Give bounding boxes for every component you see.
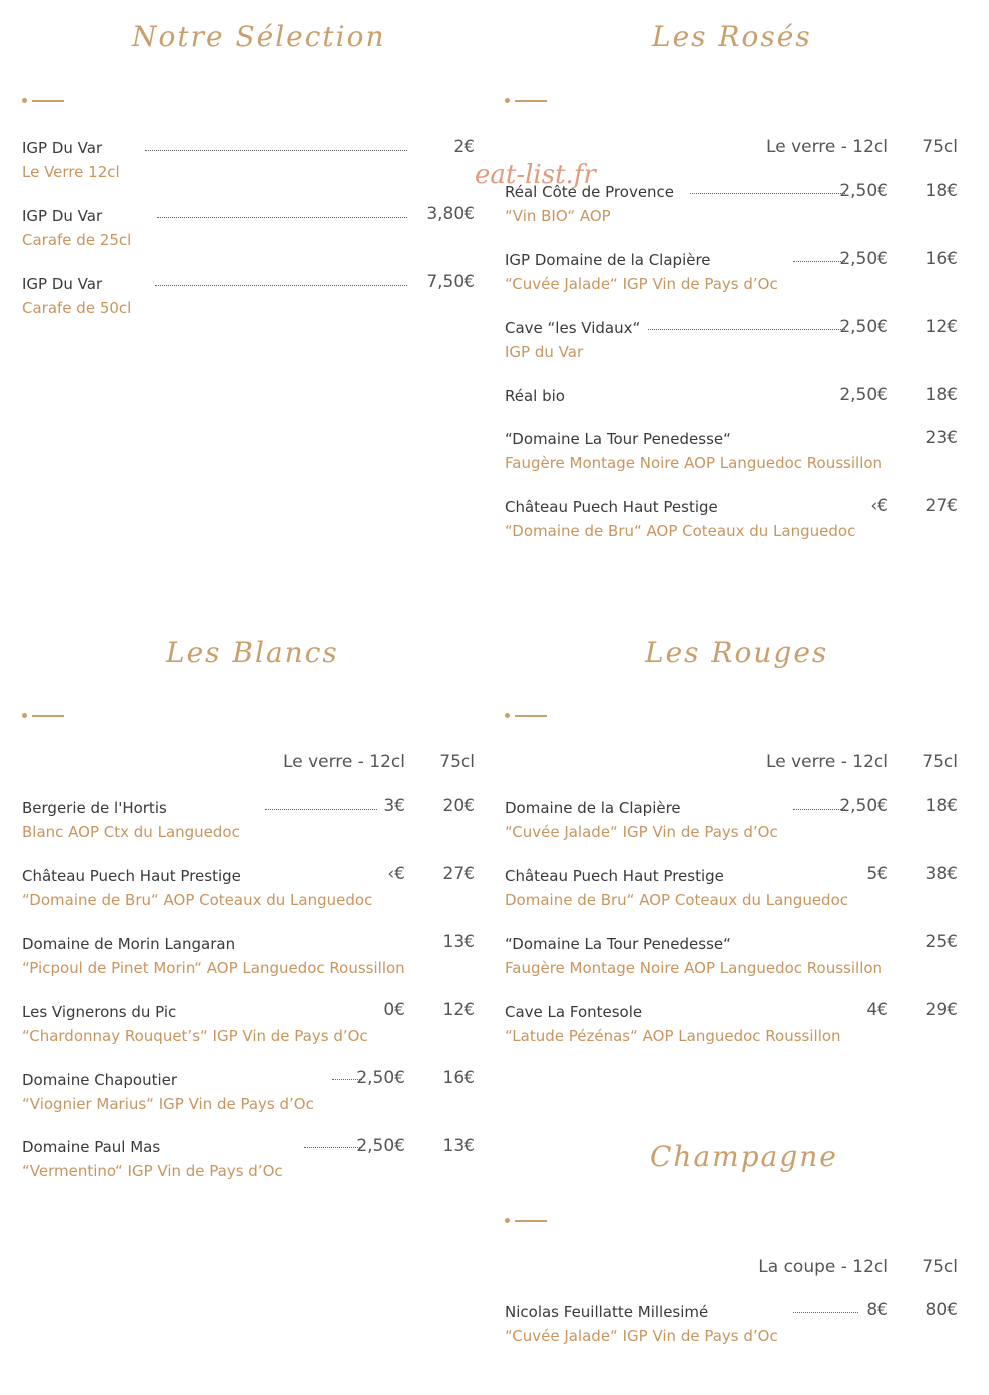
- blancs-item-bottle-price: 13€: [442, 1136, 475, 1156]
- leader-dots: [793, 1312, 858, 1313]
- champagne-item-glass-price: 8€: [866, 1300, 888, 1320]
- blancs-item-bottle-price: 16€: [442, 1068, 475, 1088]
- blancs-item-sub: “Viognier Marius“ IGP Vin de Pays d’Oc: [22, 1095, 314, 1113]
- blancs-item-bottle-price: 20€: [442, 796, 475, 816]
- champagne-item-sub: “Cuvée Jalade“ IGP Vin de Pays d’Oc: [505, 1327, 778, 1345]
- roses-item-name: Réal Côte de Provence: [505, 183, 675, 201]
- roses-item-bottle-price: 27€: [925, 496, 958, 516]
- blancs-item-name: Les Vignerons du Pic: [22, 1003, 177, 1021]
- roses-item-glass-price: 2,50€: [839, 181, 888, 201]
- rouges-item-bottle-price: 38€: [925, 864, 958, 884]
- roses-item-bottle-price: 18€: [925, 181, 958, 201]
- roses-item-sub: “Domaine de Bru“ AOP Coteaux du Languedoc: [505, 522, 856, 540]
- watermark: eat-list.fr: [475, 160, 596, 190]
- leader-dots: [157, 217, 407, 218]
- rouges-item-bottle-price: 18€: [925, 796, 958, 816]
- blancs-col-glass: Le verre - 12cl: [283, 752, 405, 772]
- champagne-divider: [505, 1218, 550, 1224]
- roses-item-glass-price: 2,50€: [839, 317, 888, 337]
- leader-dots: [690, 193, 845, 194]
- roses-item-bottle-price: 23€: [925, 428, 958, 448]
- roses-col-bottle: 75cl: [922, 137, 958, 157]
- rouges-col-glass: Le verre - 12cl: [766, 752, 888, 772]
- roses-item-glass-price: 2,50€: [839, 249, 888, 269]
- roses-item-bottle-price: 12€: [925, 317, 958, 337]
- blancs-col-bottle: 75cl: [439, 752, 475, 772]
- notre-selection-title: Notre Sélection: [132, 20, 386, 53]
- rouges-item-name: Château Puech Haut Prestige: [505, 867, 724, 885]
- leader-dots: [793, 261, 845, 262]
- blancs-item-name: Domaine Chapoutier: [22, 1071, 178, 1089]
- rouges-title: Les Rouges: [645, 636, 829, 669]
- roses-item-sub: “Cuvée Jalade“ IGP Vin de Pays d’Oc: [505, 275, 778, 293]
- notre-selection-item-price: 2€: [453, 137, 475, 157]
- champagne-col-glass: La coupe - 12cl: [758, 1257, 888, 1277]
- rouges-item-bottle-price: 29€: [925, 1000, 958, 1020]
- blancs-item-glass-price: 0€: [383, 1000, 405, 1020]
- blancs-divider: [22, 713, 67, 719]
- blancs-item-name: Domaine de Morin Langaran: [22, 935, 236, 953]
- roses-item-name: Cave “les Vidaux“: [505, 319, 641, 337]
- leader-dots: [304, 1147, 362, 1148]
- blancs-item-sub: “Domaine de Bru“ AOP Coteaux du Languedoc: [22, 891, 373, 909]
- roses-item-bottle-price: 18€: [925, 385, 958, 405]
- rouges-item-glass-price: 5€: [866, 864, 888, 884]
- blancs-item-sub: “Vermentino“ IGP Vin de Pays d’Oc: [22, 1162, 283, 1180]
- roses-item-name: Château Puech Haut Pestige: [505, 498, 718, 516]
- roses-col-glass: Le verre - 12cl: [766, 137, 888, 157]
- leader-dots: [155, 285, 407, 286]
- champagne-item-bottle-price: 80€: [925, 1300, 958, 1320]
- rouges-item-name: Domaine de la Clapière: [505, 799, 681, 817]
- champagne-col-bottle: 75cl: [922, 1257, 958, 1277]
- rouges-item-sub: “Cuvée Jalade“ IGP Vin de Pays d’Oc: [505, 823, 778, 841]
- blancs-item-name: Domaine Paul Mas: [22, 1138, 161, 1156]
- rouges-item-sub: Faugère Montage Noire AOP Languedoc Roussillon: [505, 959, 883, 977]
- blancs-item-sub: Blanc AOP Ctx du Languedoc: [22, 823, 240, 841]
- blancs-item-sub: “Chardonnay Rouquet’s“ IGP Vin de Pays d’Oc: [22, 1027, 368, 1045]
- roses-item-name: Réal bio: [505, 387, 565, 405]
- blancs-item-bottle-price: 12€: [442, 1000, 475, 1020]
- notre-selection-item-sub: Carafe de 25cl: [22, 231, 132, 249]
- roses-item-name: IGP Domaine de la Clapière: [505, 251, 711, 269]
- roses-item-sub: “Vin BIO“ AOP: [505, 207, 611, 225]
- rouges-col-bottle: 75cl: [922, 752, 958, 772]
- notre-selection-item-name: IGP Du Var: [22, 275, 103, 293]
- champagne-title: Champagne: [650, 1140, 838, 1173]
- roses-item-glass-price: 2,50€: [839, 385, 888, 405]
- leader-dots: [265, 809, 377, 810]
- champagne-item-name: Nicolas Feuillatte Millesimé: [505, 1303, 709, 1321]
- rouges-item-bottle-price: 25€: [925, 932, 958, 952]
- rouges-item-name: “Domaine La Tour Penedesse“: [505, 935, 731, 953]
- notre-selection-item-price: 3,80€: [426, 204, 475, 224]
- notre-selection-item-name: IGP Du Var: [22, 139, 103, 157]
- roses-item-sub: IGP du Var: [505, 343, 584, 361]
- blancs-item-name: Château Puech Haut Prestige: [22, 867, 241, 885]
- rouges-item-sub: “Latude Pézénas“ AOP Languedoc Roussillon: [505, 1027, 841, 1045]
- blancs-item-glass-price: 3€: [383, 796, 405, 816]
- roses-item-name: “Domaine La Tour Penedesse“: [505, 430, 731, 448]
- roses-title: Les Rosés: [652, 20, 812, 53]
- notre-selection-item-price: 7,50€: [426, 272, 475, 292]
- blancs-item-sub: “Picpoul de Pinet Morin“ AOP Languedoc Roussillon: [22, 959, 405, 977]
- rouges-item-name: Cave La Fontesole: [505, 1003, 643, 1021]
- roses-divider: [505, 98, 550, 104]
- roses-item-glass-price: ‹€: [870, 496, 888, 516]
- rouges-divider: [505, 713, 550, 719]
- notre-selection-item-sub: Le Verre 12cl: [22, 163, 120, 181]
- notre-selection-item-name: IGP Du Var: [22, 207, 103, 225]
- leader-dots: [793, 809, 845, 810]
- leader-dots: [648, 329, 845, 330]
- notre-selection-item-sub: Carafe de 50cl: [22, 299, 132, 317]
- blancs-title: Les Blancs: [166, 636, 339, 669]
- rouges-item-sub: Domaine de Bru“ AOP Coteaux du Languedoc: [505, 891, 849, 909]
- roses-item-sub: Faugère Montage Noire AOP Languedoc Roussillon: [505, 454, 883, 472]
- roses-item-bottle-price: 16€: [925, 249, 958, 269]
- rouges-item-glass-price: 2,50€: [839, 796, 888, 816]
- blancs-item-bottle-price: 13€: [442, 932, 475, 952]
- blancs-item-bottle-price: 27€: [442, 864, 475, 884]
- blancs-item-glass-price: 2,50€: [356, 1136, 405, 1156]
- rouges-item-glass-price: 4€: [866, 1000, 888, 1020]
- leader-dots: [145, 150, 407, 151]
- blancs-item-glass-price: ‹€: [387, 864, 405, 884]
- blancs-item-name: Bergerie de l'Hortis: [22, 799, 167, 817]
- blancs-item-glass-price: 2,50€: [356, 1068, 405, 1088]
- notre-selection-divider: [22, 98, 67, 104]
